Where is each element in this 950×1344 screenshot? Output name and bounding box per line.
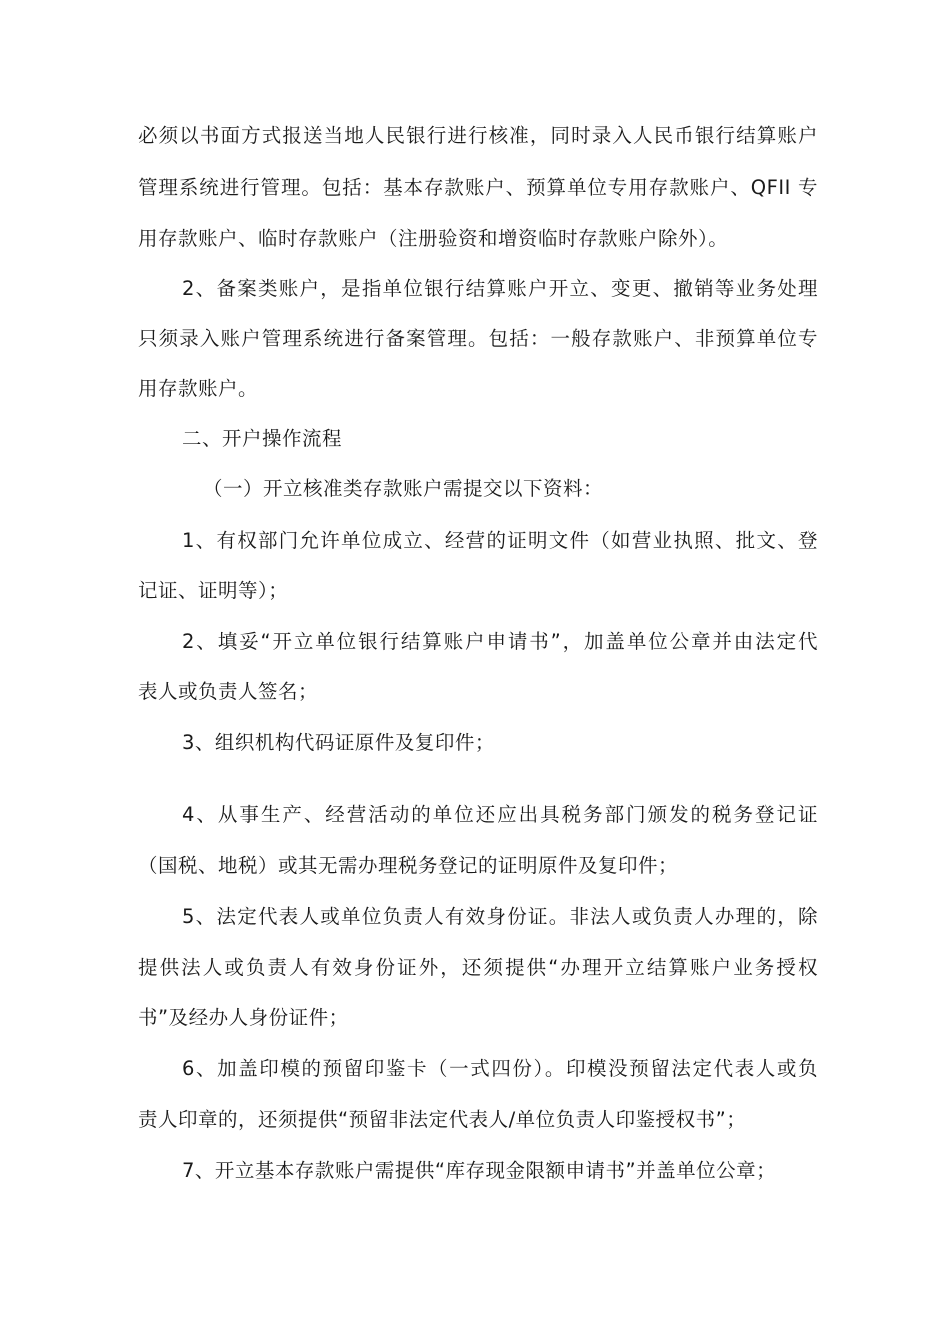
paragraph-line: 用存款账户、临时存款账户（注册验资和增资临时存款账户除外）。	[138, 227, 729, 250]
subsection-heading: （一）开立核准类存款账户需提交以下资料：	[203, 477, 604, 500]
list-item-line: 责人印章的，还须提供“预留非法定代表人/单位负责人印鉴授权书”；	[138, 1108, 747, 1131]
section-heading: 二、开户操作流程	[182, 427, 343, 450]
list-item-line: 3、组织机构代码证原件及复印件；	[182, 731, 495, 754]
list-item-line: 2、填妥“开立单位银行结算账户申请书”，加盖单位公章并由法定代	[182, 630, 818, 653]
list-item-line: 1、有权部门允许单位成立、经营的证明文件（如营业执照、批文、登	[182, 529, 818, 552]
paragraph-line: 用存款账户。	[138, 377, 259, 400]
list-item-line: 表人或负责人签名；	[138, 680, 319, 703]
paragraph-line: 必须以书面方式报送当地人民银行进行核准，同时录入人民币银行结算账户	[138, 124, 818, 147]
list-item-line: （国税、地税）或其无需办理税务登记的证明原件及复印件；	[138, 854, 679, 877]
list-item-line: 书”及经办人身份证件；	[138, 1006, 349, 1029]
paragraph-line: 只须录入账户管理系统进行备案管理。包括：一般存款账户、非预算单位专	[138, 327, 818, 350]
list-item-line: 6、加盖印模的预留印鉴卡（一式四份）。印模没预留法定代表人或负	[182, 1057, 818, 1080]
paragraph-line: 2、备案类账户，是指单位银行结算账户开立、变更、撤销等业务处理	[182, 277, 818, 300]
list-item-line: 提供法人或负责人有效身份证外，还须提供“办理开立结算账户业务授权	[138, 956, 818, 979]
list-item-line: 5、法定代表人或单位负责人有效身份证。非法人或负责人办理的，除	[182, 905, 818, 928]
list-item-line: 4、从事生产、经营活动的单位还应出具税务部门颁发的税务登记证	[182, 803, 818, 826]
list-item-line: 记证、证明等）；	[138, 579, 289, 602]
paragraph-line: 管理系统进行管理。包括：基本存款账户、预算单位专用存款账户、QFII 专	[138, 176, 818, 199]
list-item-line: 7、开立基本存款账户需提供“库存现金限额申请书”并盖单位公章；	[182, 1159, 777, 1182]
